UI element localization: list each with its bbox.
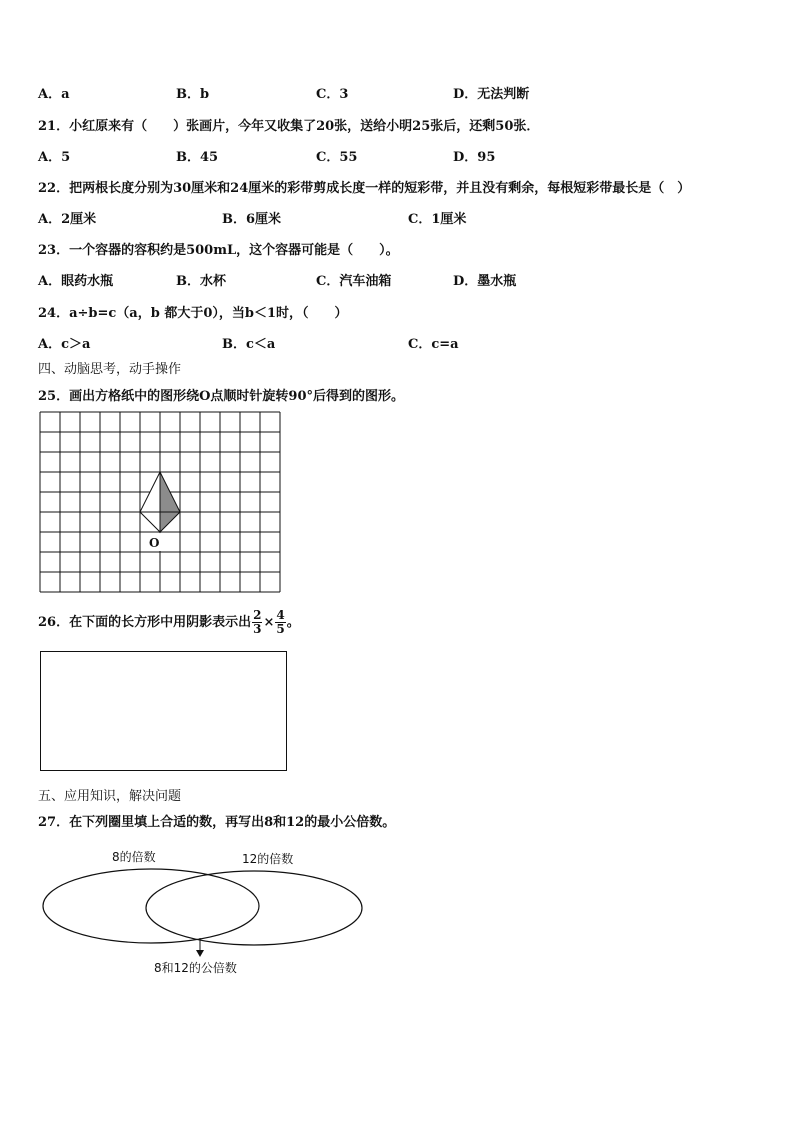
q24-option-a: A．c＞a [38, 337, 91, 352]
q21-stem: 21．小红原来有（ ）张画片，今年又收集了20张，送给小明25张后，还剩50张． [38, 119, 540, 134]
q20-option-c: C．3 [316, 87, 349, 102]
shaded-half-shape [160, 472, 180, 532]
q24-option-b: B．c＜a [222, 337, 276, 352]
q21-option-c: C．55 [316, 150, 358, 165]
q22-option-a: A．2厘米 [38, 212, 97, 227]
q22-option-c: C．1厘米 [408, 212, 467, 227]
venn-left-label: 8的倍数 [112, 850, 156, 864]
venn-arrow-head [196, 950, 204, 957]
section-5-heading: 五、应用知识，解决问题 [38, 789, 182, 804]
q20-option-a: A．a [38, 87, 70, 102]
q23-option-d: D．墨水瓶 [453, 274, 517, 289]
q21-option-b: B．45 [176, 150, 219, 165]
q23-stem: 23．一个容器的容积约是500mL，这个容器可能是（ ）。 [38, 243, 399, 258]
q25-grid-figure [38, 410, 282, 594]
section-4-heading: 四、动脑思考，动手操作 [38, 362, 182, 377]
fraction-1-numerator: 2 [253, 608, 262, 622]
venn-right-circle [146, 871, 362, 945]
q25-stem: 25．画出方格纸中的图形绕O点顺时针旋转90°后得到的图形。 [38, 389, 405, 404]
q20-option-d: D．无法判断 [453, 87, 530, 102]
label-background [141, 533, 179, 551]
q22-option-b: B．6厘米 [222, 212, 282, 227]
q26-stem-prefix: 26．在下面的长方形中用阴影表示出 [38, 615, 252, 630]
q26-rectangle[interactable] [40, 651, 287, 771]
q26-stem-suffix: 。 [286, 615, 300, 630]
q24-option-c: C．c=a [408, 337, 459, 352]
fraction-1-denominator: 3 [253, 622, 262, 636]
fraction-four-fifths [275, 609, 285, 636]
q21-option-a: A．5 [38, 150, 71, 165]
fraction-two-thirds [252, 609, 262, 636]
q20-option-b: B．b [176, 87, 210, 102]
venn-left-circle [43, 869, 259, 943]
q26-stem [38, 609, 300, 636]
fraction-2-denominator: 5 [276, 622, 285, 636]
q23-option-c: C．汽车油箱 [316, 274, 392, 289]
times-sign: × [263, 615, 275, 630]
q27-stem: 27．在下列圈里填上合适的数，再写出8和12的最小公倍数。 [38, 815, 396, 830]
venn-right-label: 12的倍数 [242, 852, 294, 866]
q27-venn-diagram [36, 846, 368, 978]
q23-option-b: B．水杯 [176, 274, 226, 289]
point-o-label: O [149, 536, 160, 550]
q21-option-d: D．95 [453, 150, 496, 165]
venn-common-label: 8和12的公倍数 [154, 961, 237, 975]
fraction-2-numerator: 4 [276, 608, 285, 622]
unshaded-half-shape [140, 472, 160, 532]
q22-stem: 22．把两根长度分别为30厘米和24厘米的彩带剪成长度一样的短彩带，并且没有剩余，每根短彩带最长是（ ） [38, 181, 691, 196]
q24-stem: 24．a÷b=c（a，b 都大于0），当b＜1时，（ ） [38, 306, 348, 321]
q23-option-a: A．眼药水瓶 [38, 274, 114, 289]
